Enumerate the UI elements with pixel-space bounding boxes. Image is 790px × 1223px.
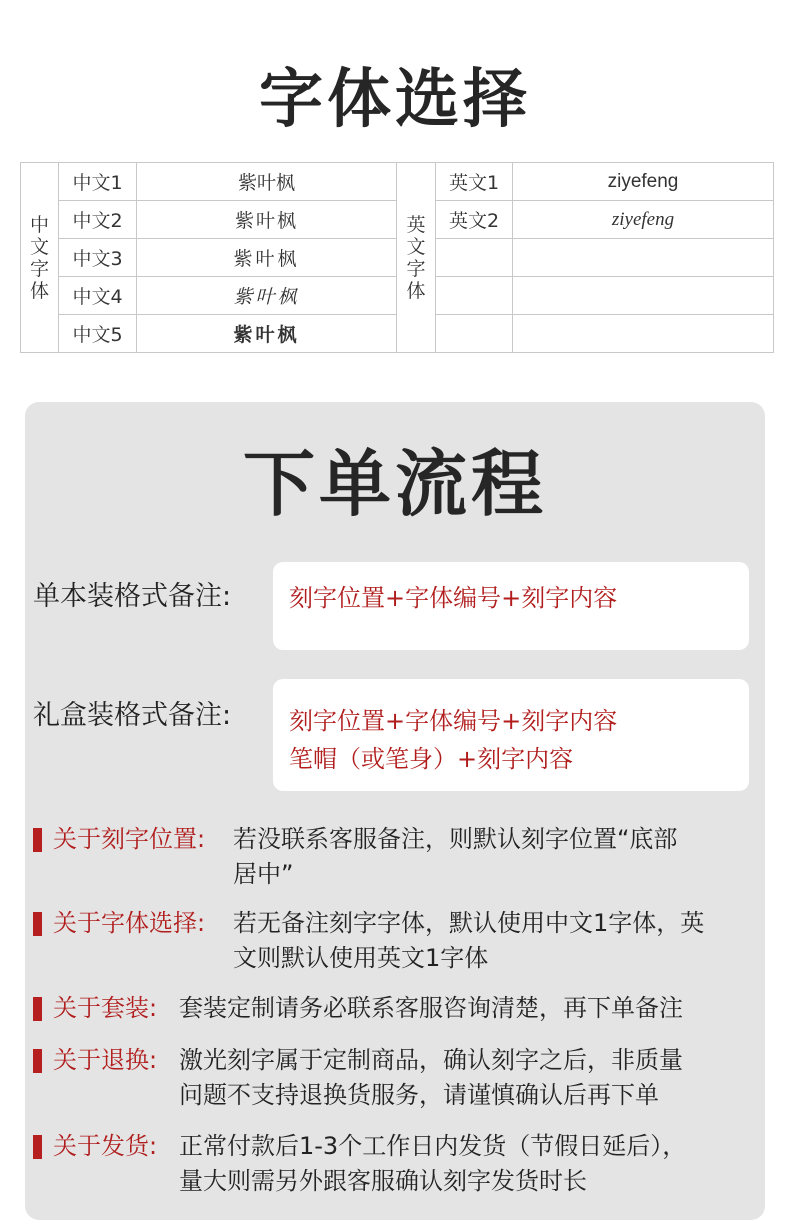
order-process-title: 下单流程 [242,442,547,526]
en-font-sample [513,277,774,315]
cn-font-label: 中文3 [59,239,137,277]
note-marker [33,1049,42,1073]
format-line: 刻字位置+字体编号+刻字内容 [289,707,618,735]
en-font-sample: ziyefeng [513,201,774,239]
note-key: 关于字体选择: [53,909,206,937]
note-engraving-position [33,822,753,892]
note-marker [33,912,42,936]
gift-box-format-label: 礼盒装格式备注: [33,700,232,731]
note-text: 激光刻字属于定制商品，确认刻字之后，非质量 [179,1046,683,1074]
note-text: 量大则需另外跟客服确认刻字发货时长 [179,1167,587,1195]
en-font-label: 英文2 [436,201,513,239]
cn-font-sample: 紫叶枫 [137,315,397,353]
font-row-1 [21,163,774,201]
format-line: 刻字位置+字体编号+刻字内容 [289,584,618,612]
cn-font-label: 中文4 [59,277,137,315]
en-font-label: 英文1 [436,163,513,201]
en-font-label [436,239,513,277]
en-font-label [436,277,513,315]
note-key: 关于套装: [53,994,158,1022]
note-font-selection [33,906,753,976]
note-key: 关于退换: [53,1046,158,1074]
cn-font-sample: 紫叶枫 [137,163,397,201]
note-key: 关于刻字位置: [53,825,206,853]
cn-font-label: 中文2 [59,201,137,239]
cn-font-label: 中文5 [59,315,137,353]
note-key: 关于发货: [53,1132,158,1160]
note-returns [33,1043,753,1113]
cn-font-sample: 紫叶枫 [137,239,397,277]
cn-font-sample: 紫叶枫 [137,201,397,239]
format-line: 笔帽（或笔身）+刻字内容 [289,745,574,773]
single-book-format-box [273,562,749,650]
font-table [20,162,774,353]
note-shipping [33,1129,753,1199]
note-marker [33,828,42,852]
single-book-format-label: 单本装格式备注: [33,581,232,612]
gift-box-format-box [273,679,749,791]
note-text: 居中” [233,860,294,888]
en-font-sample: ziyefeng [513,163,774,201]
note-text: 正常付款后1-3个工作日内发货（节假日延后）， [179,1132,687,1160]
en-font-sample [513,239,774,277]
note-marker [33,1135,42,1159]
english-font-group-label: 英文字体 [397,163,436,353]
note-text: 套装定制请务必联系客服咨询清楚，再下单备注 [179,994,683,1022]
en-font-sample [513,315,774,353]
cn-font-label: 中文1 [59,163,137,201]
note-marker [33,997,42,1021]
note-set [33,991,753,1026]
en-font-label [436,315,513,353]
chinese-font-group-label: 中文字体 [21,163,59,353]
font-selection-title: 字体选择 [259,63,531,137]
cn-font-sample: 紫叶枫 [137,277,397,315]
note-text: 文则默认使用英文1字体 [233,944,489,972]
note-text: 若没联系客服备注，则默认刻字位置“底部 [233,825,678,853]
note-text: 若无备注刻字字体，默认使用中文1字体，英 [233,909,705,937]
note-text: 问题不支持退换货服务，请谨慎确认后再下单 [179,1081,659,1109]
